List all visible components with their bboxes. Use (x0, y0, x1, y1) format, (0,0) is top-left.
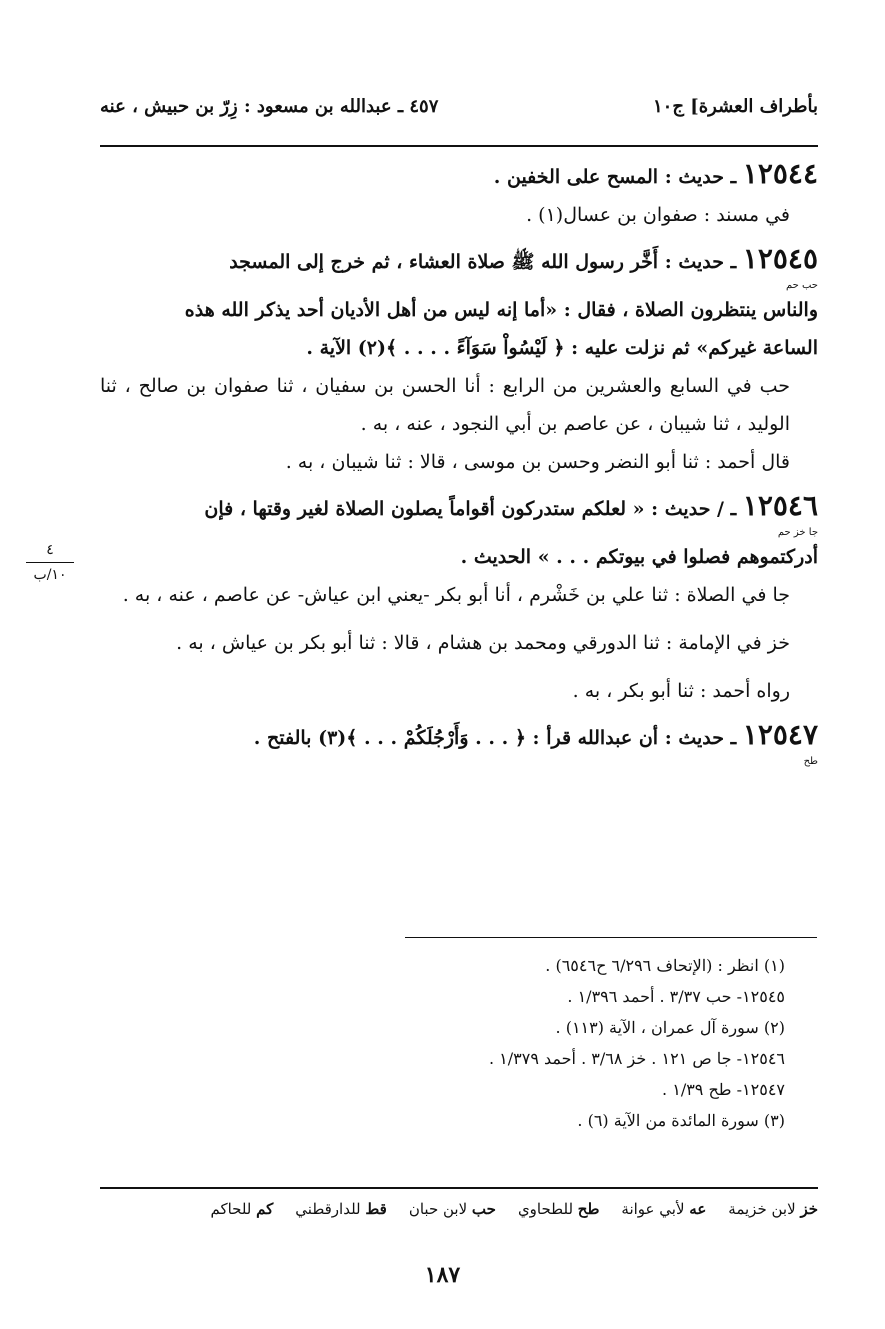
header-section-title: ٤٥٧ ـ عبدالله بن مسعود : زِرّ بن حبيش ، عنه (100, 96, 439, 117)
footnote: ١٢٥٤٦- جا ص ١٢١ . خز ٣/٦٨ . أحمد ١/٣٧٩ . (488, 1049, 785, 1068)
footnote: (١) انظر : (الإتحاف ٦/٢٩٦ ح٦٥٤٦) . (545, 956, 785, 975)
hadith-12547-line1: ١٢٥٤٧ ـ حديث : أن عبدالله قرأ : ﴿ . . . وَأَرْجُلَكُمْ . . . ﴾(٣) بالفتح . (253, 718, 818, 751)
abbreviation-legend (100, 1200, 818, 1218)
hadith-12544-title: ١٢٥٤٤ ـ حديث : المسح على الخفين . (493, 157, 818, 190)
hadith-12545-line1: ١٢٥٤٥ ـ حديث : أَخَّر رسول الله ﷺ صلاة العشاء ، ثم خرج إلى المسجد (229, 242, 818, 275)
main-text (100, 155, 818, 767)
manuscript-folio-note (20, 540, 80, 585)
hadith-12546-chain-1: جا في الصلاة : ثنا علي بن خَشْرم ، أنا أبو بكر -يعني ابن عياش- عن عاصم ، عنه ، به . (122, 584, 790, 606)
legend-item: خز لابن خزيمة (728, 1200, 818, 1218)
footnote-rule (405, 937, 817, 938)
source-marks: حب حم (785, 280, 818, 291)
folio-bottom: ١٠/ب (33, 567, 67, 583)
hadith-12545-line3: الساعة غيركم» ثم نزلت عليه : ﴿ لَيْسُواْ سَوَآءً . . . . ﴾(٢) الآية . (306, 337, 818, 359)
legend-item: قط للدارقطني (295, 1200, 387, 1218)
legend-rule (100, 1187, 818, 1189)
hadith-number: ١٢٥٤٥ (742, 242, 818, 275)
legend-item: طح للطحاوي (517, 1200, 600, 1218)
hadith-12546-line2: أدركتموهم فصلوا في بيوتكم . . . » الحديث . (460, 546, 818, 568)
hadith-12545-line2: والناس ينتظرون الصلاة ، فقال : «أما إنه ليس من أهل الأديان أحد يذكر الله هذه (184, 299, 818, 321)
legend-item: عه لأبي عوانة (621, 1200, 707, 1218)
hadith-12546-chain-3: رواه أحمد : ثنا أبو بكر ، به . (572, 680, 790, 702)
footnotes (300, 950, 785, 1136)
running-header (100, 88, 818, 128)
hadith-12545-chain-2: قال أحمد : ثنا أبو النضر وحسن بن موسى ، قالا : ثنا شيبان ، به . (285, 451, 790, 473)
source-marks: طح (803, 756, 818, 767)
footnote: ١٢٥٤٥- حب ٣/٣٧ . أحمد ١/٣٩٦ . (567, 987, 785, 1006)
hadith-12544-source: في مسند : صفوان بن عسال(١) . (526, 204, 790, 226)
footnote: (٣) سورة المائدة من الآية (٦) . (577, 1111, 785, 1130)
page-number: ١٨٧ (424, 1262, 461, 1288)
hadith-number: ١٢٥٤٦ (742, 489, 818, 522)
hadith-12546-line1: ١٢٥٤٦ ـ / حديث : « لعلكم ستدركون أقواماً يصلون الصلاة لغير وقتها ، فإن (204, 489, 818, 522)
header-book-title: بأطراف العشرة] ج١٠ (652, 96, 818, 117)
hadith-12546-chain-2: خز في الإمامة : ثنا الدورقي ومحمد بن هشام ، قالا : ثنا أبو بكر بن عياش ، به . (176, 632, 790, 654)
hadith-12545-chain-1: حب في السابع والعشرين من الرابع : أنا الحسن بن سفيان ، ثنا صفوان بن صالح ، ثنا الوليد ، ثنا شيبان ، عن عاصم بن أبي النجود ، عنه ، به . (100, 375, 790, 435)
footnote: ١٢٥٤٧- طح ١/٣٩ . (662, 1080, 785, 1099)
folio-top: ٤ (46, 542, 54, 558)
legend-item: حب لابن حبان (408, 1200, 496, 1218)
hadith-number: ١٢٥٤٧ (742, 718, 818, 751)
footnote: (٢) سورة آل عمران ، الآية (١١٣) . (555, 1018, 785, 1037)
header-rule (100, 145, 818, 147)
legend-item: كم للحاكم (210, 1200, 274, 1218)
source-marks: جا خز حم (777, 527, 818, 538)
hadith-number: ١٢٥٤٤ (742, 157, 818, 190)
